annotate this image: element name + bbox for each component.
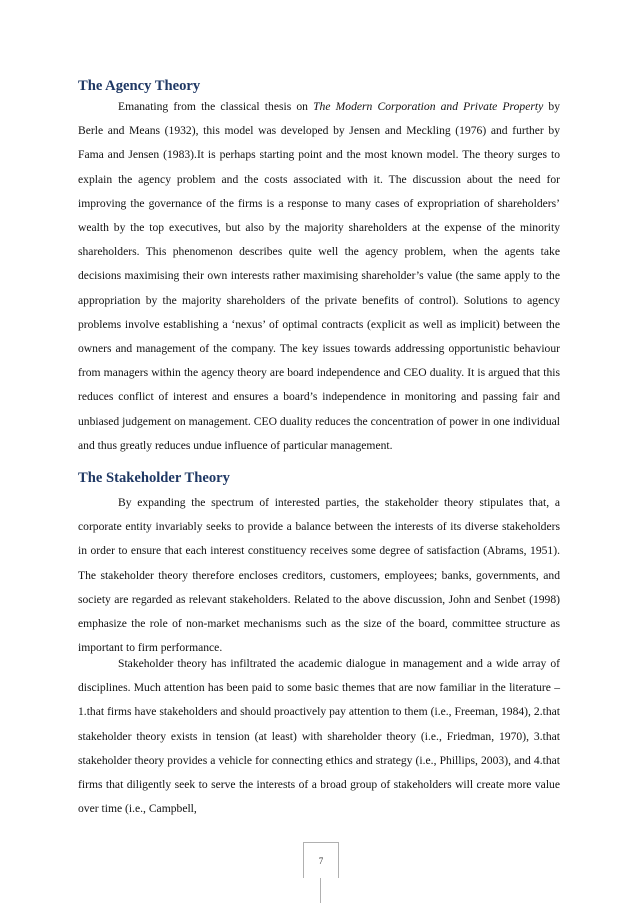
stakeholder-theory-paragraph-2: Stakeholder theory has infiltrated the academic dialogue in management and a wide array of disciplines. Much attention has been paid to some basic themes that are now familiar in the literature – 1.that firms have stakeholders and should proactively pay attention to them (i.e., Freeman, 1984), 2.that stakeholder theory exists in tension (at least) with shareholder theory (i.e., Friedman, 1970), 3.that stakeholder theory provides a vehicle for connecting ethics and strategy (i.e., Phillips, 2003), and 4.that firms that diligently seek to serve the interests of a broad group of stakeholders will create more value over time (i.e., Campbell, — [78, 657, 560, 816]
section-heading-agency-theory: The Agency Theory — [78, 78, 201, 94]
section-heading-stakeholder-theory: The Stakeholder Theory — [78, 470, 230, 486]
footer-divider — [320, 878, 321, 903]
agency-theory-paragraph — [78, 95, 560, 458]
page-number: 7 — [318, 855, 324, 866]
page-number-box — [303, 842, 339, 878]
paragraph-text: Emanating from the classical thesis on — [118, 100, 314, 113]
book-title: The Modern Corporation and Private Property — [313, 100, 544, 113]
stakeholder-theory-paragraph-1: By expanding the spectrum of interested parties, the stakeholder theory stipulates that, a corporate entity invariably seeks to provide a balance between the interests of its diverse stakeholders in order to ensure that each interest constituency receives some degree of satisfaction (Abrams, 1951). The stakeholder theory therefore encloses creditors, customers, employees; banks, governments, and society are regarded as relevant stakeholders. Related to the above discussion, John and Senbet (1998) emphasize the role of non-market mechanisms such as the size of the board, committee structure as important to firm performance. — [78, 496, 560, 655]
paragraph-text: by Berle and Means (1932), this model was developed by Jensen and Meckling (1976) and further by Fama and Jensen (1983).It is perhaps starting point and the most known model. The theory surges to explain the agency problem and the costs associated with it. The discussion about the need for improving the governance of the firms is a response to many cases of expropriation of shareholders’ wealth by the top executives, but also by the majority shareholders at the expense of the minority shareholders. This phenomenon describes quite well the agency problem, when the agents take decisions maximising their own interests rather maximising shareholder’s value (the same apply to the appropriation by the majority shareholders of the private benefits of control). Solutions to agency problems involve establishing a ‘nexus’ of optimal contracts (explicit as well as implicit) between the owners and management of the company. The key issues towards addressing opportunistic behaviour from managers within the agency theory are board independence and CEO duality. It is argued that this reduces conflict of interest and ensures a board’s independence in monitoring and passing fair and unbiased judgement on management. CEO duality reduces the concentration of power in one individual and thus greatly reduces undue influence of particular management. — [78, 100, 560, 452]
